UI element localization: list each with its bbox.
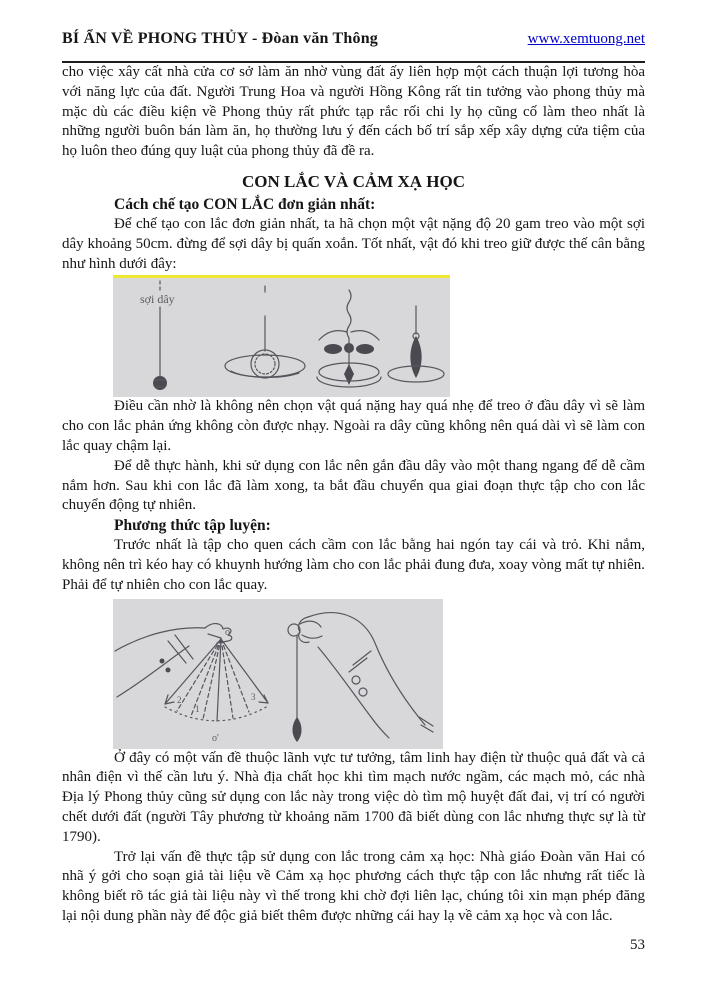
website-link[interactable]: www.xemtuong.net (527, 31, 645, 47)
sub-heading-making-pendulum: Cách chế tạo CON LẮC đơn giản nhất: (114, 195, 376, 213)
figure2-label-3: 3 (251, 691, 256, 702)
figure2-label-1: 1 (195, 703, 200, 714)
paragraph-intro: cho việc xây cất nhà cửa cơ sở làm ăn nhờ vùng đất ấy liên hợp một cách thuận lợi tương hòa với năng lực của đất. Người Trung Hoa và người Hồng Kông rất tin tưởng vào phong thủy mà mặc dù các điều kiện về Phong thủy rất phức tạp rắc rối chi ly họ cũng cố làm theo nhất là những người buôn bán làm ăn, họ thường lưu ý đến cách bố trí sắp xếp xây dựng cửa tiệm của họ luôn theo đúng quy luật của phong thủy đã đề ra. (62, 64, 645, 160)
paragraph-holding-technique: Trước nhất là tập cho quen cách cầm con lắc bằng hai ngón tay cái và trỏ. Khi nắm, không nên trì kéo hay có khuynh hướng làm cho con lắc phải đung đưa, xoay vòng mất tự nhiên. Phải để tự nhiên cho con lắc quay. (62, 537, 645, 593)
paragraph-doan-van-hai: Trở lại vấn đề thực tập sử dụng con lắc trong cảm xạ học: Nhà giáo Đoàn văn Hai có nhã ý gởi cho soạn giả tài liệu về Cảm xạ học phương cách thực tập con lắc nhưng rất tiếc là không biết rõ tác giả tài liệu này vì thế trong khi chờ đợi liên lạc, chúng tôi xin mạn phép đăng lại nội dung phần này để độc giả biết thêm được những cái hay lạ về cảm xạ học và con lắc. (62, 848, 645, 924)
paragraph-make-pendulum: Để chế tạo con lắc đơn giản nhất, ta hã chọn một vật nặng độ 20 gam treo vào một sợi dây khoảng 50cm. đừng để sợi dây bị quấn xoắn. Tốt nhất, vật đó khi treo giữ được thế cân bằng như hình dưới đây: (62, 215, 645, 272)
paragraph-weight-advice: Điều cần nhờ là không nên chọn vật quá nặng hay quá nhẹ để treo ở đầu dây vì sẽ làm cho con lắc phản ứng không còn được nhạy. Ngoài ra dây cũng không nên quá dài vì sẽ làm con lắc quay chậm lại. (62, 398, 645, 454)
page-header (62, 30, 645, 48)
figure1-string-label: sợi dây (140, 292, 175, 307)
figure-pendulum-examples (113, 275, 450, 397)
book-title: BÍ ẨN VỀ PHONG THỦY - Đòan văn Thông (62, 30, 379, 47)
section-title: CON LẮC VÀ CẢM XẠ HỌC (241, 171, 466, 191)
page-number: 53 (630, 937, 645, 953)
sub-heading-training-method: Phương thức tập luyện: (114, 517, 271, 535)
figure2-label-2: 2 (177, 694, 182, 705)
figure2-label-o-prime: o' (212, 732, 219, 744)
figure2-label-o: o (225, 626, 230, 638)
paragraph-practice-prep: Để dễ thực hành, khi sử dụng con lắc nên gắn đầu dây vào một thang ngang để dễ cầm nắm hơn. Sau khi con lắc đã làm xong, ta bắt đầu chuyển qua giai đoạn thực tập cho con lắc chuyển động tự nhiên. (62, 457, 645, 514)
figure-holding-pendulum-hands (113, 599, 443, 749)
paragraph-dowsing-history: Ở đây có một vấn đề thuộc lãnh vực tư tưởng, tâm linh hay điện từ thuộc quả đất và cả nhân điện vì thế cần lưu ý. Nhà địa chất học khi tìm mạch nước ngầm, các mạch mỏ, các nhà Địa lý Phong thủy cũng sử dụng con lắc này trong việc dò tìm mộ huyệt đất đai, vị trí có người chết dưới đất (người Tây phương từ khoảng năm 1700 đã biết dùng con lắc nhưng thực sự là từ 1790). (62, 749, 645, 845)
